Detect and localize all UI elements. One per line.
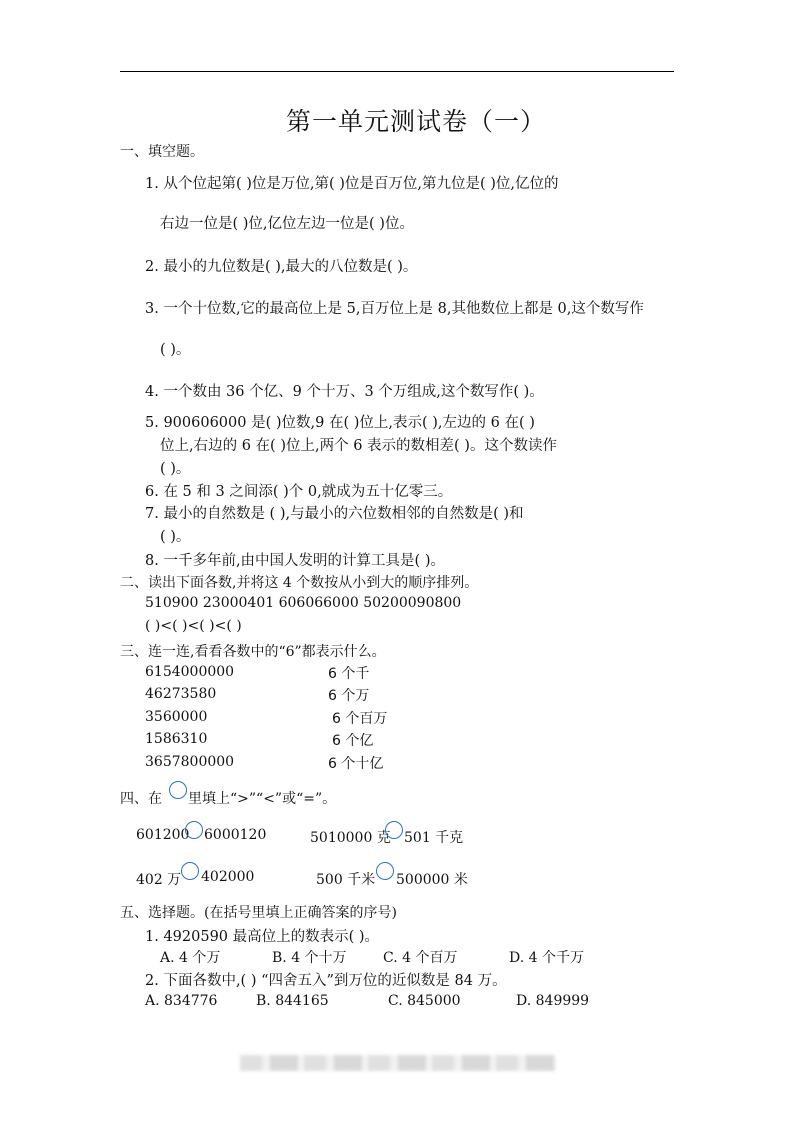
- match-right-item: 6 个十亿: [328, 756, 384, 772]
- compare-left: 5010000 克: [310, 830, 391, 846]
- page-title: 第一单元测试卷（一）: [286, 107, 547, 136]
- section4-heading-a: 四、在: [120, 791, 162, 807]
- match-left-item: 6154000000: [145, 664, 235, 680]
- section2-order: ( )<( )<( )<( ): [145, 618, 242, 634]
- match-right-item: 6 个万: [328, 688, 370, 704]
- header-rule: [120, 71, 674, 72]
- compare-right: 501 千克: [404, 830, 464, 846]
- choice-option: C. 845000: [388, 993, 461, 1009]
- choice-option: D. 4 个千万: [509, 950, 584, 966]
- choice-option: A. 4 个万: [160, 950, 221, 966]
- choice-option: C. 4 个百万: [383, 950, 458, 966]
- q2: 2. 最小的九位数是( ),最大的八位数是( )。: [145, 259, 418, 275]
- section1-heading: 一、填空题。: [120, 144, 204, 160]
- match-right-item: 6 个百万: [332, 711, 388, 727]
- compare-right: 500000 米: [396, 872, 468, 888]
- compare-right: 402000: [201, 869, 255, 885]
- choice-q1: 1. 4920590 最高位上的数表示( )。: [145, 929, 380, 945]
- match-left-item: 46273580: [145, 686, 217, 702]
- q5-line2: 位上,右边的 6 在( )位上,两个 6 表示的数相差( )。这个数读作: [160, 438, 557, 454]
- blurred-footer-watermark: [240, 1055, 556, 1071]
- compare-left: 601200: [136, 827, 190, 843]
- section2-numbers: 510900 23000401 606066000 50200090800: [145, 595, 462, 611]
- q7-line1: 7. 最小的自然数是 ( ),与最小的六位数相邻的自然数是( )和: [145, 506, 524, 522]
- compare-right: 6000120: [204, 827, 267, 843]
- q8: 8. 一千多年前,由中国人发明的计算工具是( )。: [145, 553, 445, 569]
- compare-circle-blank[interactable]: [385, 821, 403, 839]
- choice-q2: 2. 下面各数中,( ) “四舍五入”到万位的近似数是 84 万。: [145, 973, 507, 989]
- q4: 4. 一个数由 36 个亿、9 个十万、3 个万组成,这个数写作( )。: [145, 384, 544, 400]
- compare-circle-blank[interactable]: [181, 862, 199, 880]
- match-left-item: 1586310: [145, 731, 208, 747]
- match-left-item: 3560000: [145, 709, 208, 725]
- section4-heading-b: 里填上“>”“<”或“=”。: [188, 791, 337, 807]
- section2-heading: 二、读出下面各数,并将这 4 个数按从小到大的顺序排列。: [120, 575, 479, 591]
- match-right-item: 6 个亿: [332, 733, 374, 749]
- choice-option: D. 849999: [516, 993, 590, 1009]
- compare-circle-blank[interactable]: [185, 821, 203, 839]
- match-right-item: 6 个千: [328, 666, 370, 682]
- q3-line1: 3. 一个十位数,它的最高位上是 5,百万位上是 8,其他数位上都是 0,这个数写作: [145, 301, 644, 317]
- match-left-item: 3657800000: [145, 754, 235, 770]
- choice-option: B. 4 个十万: [272, 950, 347, 966]
- compare-left: 402 万: [136, 872, 182, 888]
- compare-circle-blank[interactable]: [376, 862, 394, 880]
- section5-heading: 五、选择题。(在括号里填上正确答案的序号): [120, 905, 397, 921]
- q3-line2: ( )。: [160, 342, 191, 358]
- choice-option: A. 834776: [145, 993, 218, 1009]
- q5-line1: 5. 900606000 是( )位数,9 在( )位上,表示( ),左边的 6 在( ): [145, 415, 535, 431]
- q1-line2: 右边一位是( )位,亿位左边一位是( )位。: [160, 216, 414, 232]
- section3-heading: 三、连一连,看看各数中的“6”都表示什么。: [120, 644, 386, 660]
- compare-left: 500 千米: [316, 872, 376, 888]
- choice-option: B. 844165: [256, 993, 329, 1009]
- q7-line2: ( )。: [160, 529, 191, 545]
- q6: 6. 在 5 和 3 之间添( )个 0,就成为五十亿零三。: [145, 484, 453, 500]
- q5-line3: ( )。: [160, 461, 191, 477]
- compare-circle-icon: [169, 781, 187, 799]
- q1-line1: 1. 从个位起第( )位是万位,第( )位是百万位,第九位是( )位,亿位的: [145, 176, 559, 192]
